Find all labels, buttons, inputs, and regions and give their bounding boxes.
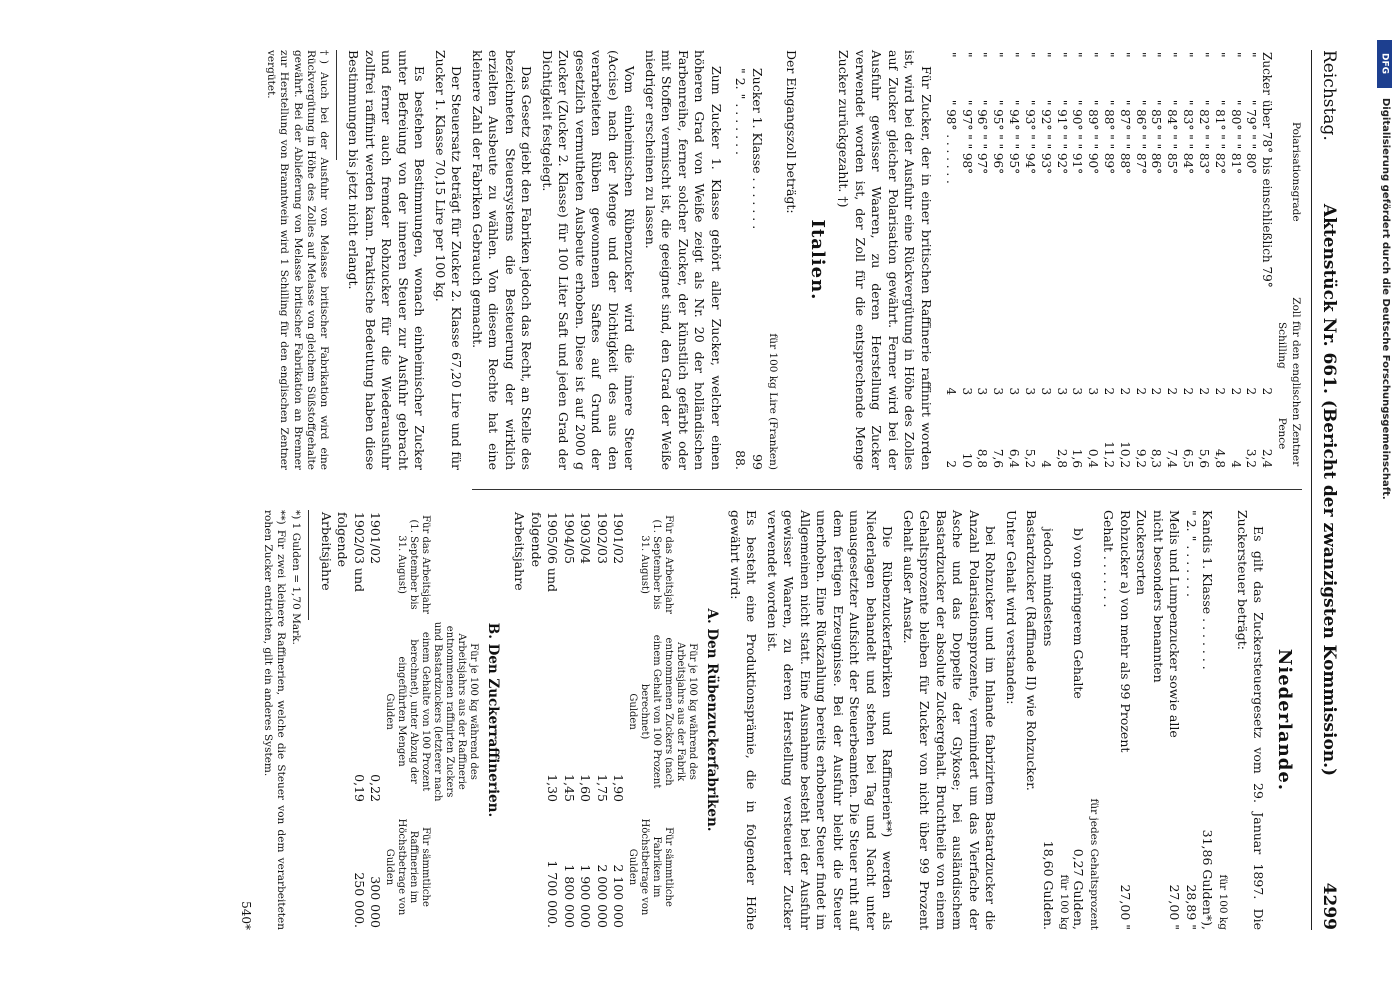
rate-kandis-2-value: 28,89 " [1183, 884, 1199, 930]
pol-row [1258, 50, 1274, 470]
rate-rohzucker-b-value: 0,27 Gulden, [1071, 848, 1087, 930]
table-a-rate: 1,60 [578, 774, 594, 802]
pol-row [1211, 50, 1227, 470]
table-a-total: 1 700 000. [545, 860, 561, 928]
page-header [1311, 50, 1344, 930]
pol-cell-range: " 86° " " 87° [1133, 99, 1148, 175]
pol-cell-schilling: 2 [1181, 387, 1196, 396]
pol-cell-range: " 92° " " 93° [1038, 99, 1053, 175]
footnote-dagger: †) Auch bei der Ausfuhr von Melasse britischer Fabrikation wird eine Rückvergütung in Höhe des Zolles auf Melasse von gleichem Süßstoffgehalte gewährt. Bei der Ablieferung von Melasse britischer Fabrikation an Brenner zur Herstellung von Branntwein wird 1 Schilling für den englischen Zentner vergütet. [265, 50, 330, 470]
pol-cell-pence: 0,4 [1086, 448, 1101, 468]
pol-cell-schilling: 3 [1054, 387, 1069, 396]
unit-lire: für 100 kg Lire (Franken) [766, 333, 779, 470]
pol-cell-range: " 91° " " 92° [1054, 99, 1069, 175]
pol-row [1227, 50, 1243, 470]
table-b-head-year: Für das Arbeitsjahr (1. September bis 31. August) [396, 515, 432, 615]
pol-cell-schilling: 3 [1022, 387, 1037, 396]
footnote-raffinerien: **) Für zwei kleinere Raffinerien, welche die Steuer von dem verarbeiteten rohen Zucker entrichten, gilt ein anderes System. [261, 510, 287, 930]
para-refinery: Für Zucker, der in einer britischen Raffinerie raffinirt worden ist, wird bei der Ausfuhr eine Rückvergütung in Höhe des Zolles auf Zucker gleicher Polarisation gewährt. Ferner wird bei der Ausfuhr gewisser Waaren, zu deren Herstellung Zucker verwendet worden ist, der Zoll für die entsprechende Menge Zucker zurückgezahlt. †) [836, 50, 934, 470]
pol-cell-label: " [1196, 52, 1211, 58]
pol-cell-range: " 80° " " 81° [1228, 99, 1243, 175]
pol-row [1084, 50, 1100, 470]
pol-row [1037, 50, 1053, 470]
table-a-year: 1903/04 [578, 512, 594, 564]
table-b-total: 300 000 [368, 876, 384, 928]
pol-cell-range: über 78° bis einschließlich 79° [1260, 99, 1275, 288]
pol-cell-range: " 96° " " 97° [975, 99, 990, 175]
pol-cell-range: " 79° " " 80° [1244, 99, 1259, 175]
pol-head-schilling: Schilling [1276, 321, 1289, 369]
pol-cell-pence: 4,8 [1212, 448, 1227, 468]
pol-cell-schilling: 2 [1212, 387, 1227, 396]
pol-row [1179, 50, 1195, 470]
table-a-head-year: Für das Arbeitsjahr (1. September bis 31. August) [639, 515, 675, 615]
pol-cell-label: " [1102, 52, 1116, 58]
rate-class-2-value: 88. [733, 450, 749, 470]
pol-cell-schilling: 2 [1244, 387, 1259, 396]
rate-class-1-value: 99 [749, 454, 765, 470]
pol-cell-range: " 94° " " 95° [1007, 99, 1022, 175]
digitization-note [1377, 40, 1393, 960]
rate-mindestens-value: 18,60 Gulden. [1040, 840, 1056, 930]
printer-signature: 540* [238, 901, 253, 930]
table-a-row [593, 510, 610, 930]
pol-cell-pence: 7,6 [991, 448, 1006, 468]
table-a-row [577, 510, 594, 930]
pol-cell-pence: 8,8 [975, 448, 990, 468]
gehalt-intro: Unter Gehalt wird verstanden: [1003, 510, 1019, 705]
rate-class-1-label: Zucker 1. Klasse . . . . . . . [749, 68, 765, 230]
dfg-logo: DFG [1377, 40, 1392, 88]
pol-cell-range: " 82° " " 83° [1196, 99, 1211, 175]
pol-cell-range: " 95° " " 96° [991, 99, 1006, 175]
rate-kandis-1-value: 31,86 Gulden*), [1200, 829, 1216, 930]
rate-rohzucker-b [1070, 510, 1087, 930]
pol-cell-pence: 4 [1038, 460, 1053, 468]
pol-cell-pence: 11,2 [1102, 441, 1116, 468]
pol-cell-pence: 2 [943, 460, 958, 468]
pol-cell-schilling: 3 [1086, 387, 1101, 396]
pol-cell-range: " 97° " " 98° [959, 99, 974, 175]
digitization-text: Digitalisierung gefördert durch die Deutsche Forschungsgemeinschaft. [1380, 98, 1391, 500]
pol-cell-label: " [1228, 52, 1243, 58]
rate-mindestens-label: jedoch mindestens [1040, 528, 1056, 647]
rate-kandis-1 [1199, 510, 1216, 930]
footnote-rule [336, 50, 337, 160]
praemie-intro: Es besteht eine Produktionsprämie, die in folgender Höhe gewährt wird: [727, 510, 760, 930]
table-b-year: 1901/02 [368, 512, 384, 564]
table-a-rate: 1,90 [611, 774, 627, 802]
rate-rohzucker-a [1100, 510, 1133, 930]
pol-row [942, 50, 958, 470]
pol-head-zoll: Zoll für den englischen Zentner [1290, 297, 1302, 467]
rate-melis [1133, 510, 1183, 930]
pol-cell-schilling: 2 [1117, 387, 1132, 396]
table-a-year: 1904/05 [561, 512, 577, 564]
pol-cell-pence: 5,2 [1022, 448, 1037, 468]
pol-cell-schilling: 2 [1133, 387, 1148, 396]
table-a-total: 2 100 000 [611, 864, 627, 928]
pol-cell-schilling: 4 [943, 387, 958, 396]
section-title-niederlande: Niederlande. [1274, 648, 1295, 792]
pol-cell-label: " [1007, 52, 1022, 58]
pol-cell-schilling: 2 [1196, 387, 1211, 396]
pol-cell-pence: 7,4 [1165, 448, 1180, 468]
pol-cell-range: " 93° " " 94° [1022, 99, 1037, 175]
pol-row [1021, 50, 1037, 470]
pol-row [958, 50, 974, 470]
section-title-italien: Italien. [806, 219, 828, 301]
pol-cell-label: Zucker [1260, 52, 1275, 95]
niederlande-intro: Es gilt das Zuckersteuergesetz vom 29. Januar 1897. Die Zuckersteuer beträgt: [1234, 510, 1267, 930]
pol-cell-range: " 84° " " 85° [1165, 99, 1180, 175]
pol-cell-pence: 10 [959, 452, 974, 468]
pol-cell-range: " 90° " " 91° [1070, 99, 1085, 175]
table-b-unit-rate: Gulden [384, 693, 396, 730]
pol-cell-label: " [1244, 52, 1259, 58]
pol-cell-schilling: 3 [991, 387, 1006, 396]
pol-cell-schilling: 2 [1260, 387, 1275, 396]
pol-row [989, 50, 1005, 470]
pol-cell-label: " [1149, 52, 1164, 58]
table-b-head-total: Für sämmtliche Raffinerien im Höchstbetrage von [396, 818, 432, 916]
eingangszoll-intro: Der Eingangszoll beträgt: [784, 50, 800, 214]
table-a-unit-rate: Gulden [627, 693, 639, 730]
pol-cell-pence: 2,8 [1054, 448, 1069, 468]
pol-cell-label: " [959, 52, 974, 58]
table-b-head-rate: Für je 100 kg während des Arbeitsjahrs aus der Raffinerie entnommenen raffinirten Zuckers und Bastardzuckers (letzterer nach einem Gehalte von 100 Prozent berechnet), unter Abzug der eingeführten Mengen [396, 621, 480, 802]
pol-cell-label: " [1165, 52, 1180, 58]
rate-rohzucker-b-label: b) von geringerem Gehalte [1071, 528, 1087, 699]
pol-cell-pence: 4 [1228, 460, 1243, 468]
rate-kandis-2-label: " 2. " . . . . . . . [1183, 510, 1199, 597]
table-b-rate: 0,19 [351, 774, 367, 802]
pol-cell-label: " [1133, 52, 1148, 58]
pol-cell-pence: 5,6 [1196, 448, 1211, 468]
pol-row [1100, 50, 1116, 470]
table-a-unit-total: Gulden [627, 848, 639, 886]
pol-cell-schilling: 2 [1102, 387, 1116, 396]
rate-kandis-2 [1182, 510, 1199, 930]
pol-cell-range: " 88° " " 89° [1102, 99, 1116, 175]
pol-cell-range: " 98° . . . . . . . [943, 99, 958, 184]
table-b-row [317, 510, 367, 930]
pol-cell-pence: 2,4 [1260, 448, 1275, 468]
unit-100kg: für 100 kg [1217, 874, 1230, 930]
rate-rohzucker-a-label: Rohzucker a) von mehr als 99 Prozent Gehalt . . . . . . . [1101, 510, 1133, 753]
right-column [112, 510, 1302, 930]
table-a-total: 1 800 000 [561, 864, 577, 928]
para-italien-4: Der Steuersatz beträgt für Zucker 2. Klasse 67,20 Lire und für Zucker 1. Klasse 70,15 Lire per 100 kg. [432, 50, 465, 470]
para-italien-2: Vom einheimischen Rübenzucker wird die innere Steuer (Accise) nach der Menge und der Dichtigkeit des aus den verarbeiteten Rüben gewonnenen Saftes auf Grund der gesetzlich vermutheten Ausbeute erhoben. Diese ist auf 2000 g Zucker (Zucker 2. Klasse) für 100 Liter Saft und jeden Grad der Dichtigkeit festgelegt. [539, 50, 638, 470]
section-a-title: A. Den Rübenzuckerfabriken. [704, 608, 721, 832]
pol-row [1163, 50, 1179, 470]
pol-cell-label: " [1181, 52, 1196, 58]
rate-rohzucker-a-value: 27,00 " [1117, 884, 1133, 930]
pol-cell-pence: 10,2 [1117, 441, 1132, 468]
table-a-row [560, 510, 577, 930]
unit-100kg-2: für 100 kg [1057, 874, 1070, 930]
pol-row [1148, 50, 1164, 470]
rate-kandis-1-label: Kandis 1. Klasse . . . . . . . [1200, 510, 1216, 670]
pol-row [1116, 50, 1132, 470]
document-page [48, 50, 1348, 930]
pol-cell-label: " [1070, 52, 1085, 58]
rate-class-2-label: " 2. " . . . . . . . [733, 68, 749, 155]
bastard-line: Bastardzucker (Raffinade II) wie Rohzucker. [1024, 510, 1040, 791]
pol-cell-range: " 83° " " 84° [1181, 99, 1196, 175]
pol-cell-range: " 81° " " 82° [1212, 99, 1227, 175]
gehalt-text: bei Rohzucker und im Inlande fabrizirtem Bastardzucker die Anzahl Polarisationsprozente, vermindert um das Vierfache der Asche und das Doppelte der Glykose; bei ausländischem Bastardzucker der absolute Zuckergehalt. Bruchtheile von einem Gehaltsprozente bleiben für Zucker von nicht über 99 Prozent Gehalt außer Ansatz. [900, 510, 999, 930]
pol-cell-label: " [1054, 52, 1069, 58]
left-column [112, 50, 1302, 470]
pol-cell-range: " 89° " " 90° [1086, 99, 1101, 175]
para-italien-5: Es bestehen Bestimmungen, wonach einheimischer Zucker unter Befreiung von der inneren Steuer zur Ausfuhr gebracht und ferner auch fremder Rohzucker für die Wiederausfuhr zollfrei raffinirt werden kann. Praktische Bedeutung haben diese Bestimmungen bis jetzt nicht erlangt. [346, 50, 428, 470]
rate-class-2 [732, 50, 749, 470]
pol-cell-label: " [1038, 52, 1053, 58]
table-a-total: 1 900 000 [578, 864, 594, 928]
table-b-year: 1902/03 und folgende Arbeitsjahre [318, 512, 367, 593]
pol-cell-pence: 9,2 [1133, 448, 1148, 468]
table-a-rate: 1,30 [545, 774, 561, 802]
pol-cell-label: " [1022, 52, 1037, 58]
pol-cell-label: " [943, 52, 958, 58]
table-a-row [610, 510, 627, 930]
pol-cell-label: " [975, 52, 990, 58]
pol-cell-pence: 6,4 [1007, 448, 1022, 468]
rate-mindestens [1039, 510, 1056, 930]
table-a-head-rate: Für je 100 kg während des Arbeitsjahrs aus der Fabrik entnommenen Zuckers (nach einem Gehalt von 100 Prozent berechnet) [639, 634, 699, 789]
pol-cell-pence: 6,5 [1181, 448, 1196, 468]
section-b-title: B. Den Zuckerraffinerien. [484, 622, 501, 818]
pol-row [1243, 50, 1259, 470]
pol-head-pence: Pence [1276, 417, 1289, 450]
pol-row [1132, 50, 1148, 470]
pol-cell-schilling: 2 [1149, 387, 1164, 396]
rate-melis-label: Melis und Lumpenzucker sowie alle nicht besonders benannten Zuckersorten [1134, 510, 1183, 738]
table-b-rate: 0,22 [368, 774, 384, 802]
para-italien-1: Zum Zucker 1. Klasse gehört aller Zucker, welcher einen höheren Grad von Weiße zeigt als Nr. 20 der holländischen Farbenreihe, ferner solcher Zucker, der künstlich gefärbt oder mit Stoffen vermischt ist, die geeignet sind, den Grad der Weiße niedriger erscheinen zu lassen. [642, 50, 724, 470]
rate-class-1 [748, 50, 765, 470]
pol-cell-label: " [1086, 52, 1101, 58]
footnote-gulden: *) 1 Gulden = 1,70 Mark. [290, 510, 303, 645]
pol-cell-pence: 1,6 [1070, 448, 1085, 468]
pol-cell-label: " [1212, 52, 1227, 58]
pol-cell-schilling: 3 [1070, 387, 1085, 396]
pol-cell-pence: 3,2 [1244, 448, 1259, 468]
page-number: 4299 [1319, 882, 1339, 930]
table-a-year: 1905/06 und folgende Arbeitsjahre [512, 512, 561, 593]
pol-head-grade: Polarisationsgrade [1290, 121, 1302, 222]
pol-cell-range: " 85° " " 86° [1149, 99, 1164, 175]
table-a-total: 2 000 000 [594, 864, 610, 928]
column-divider [472, 489, 1302, 490]
rate-melis-value: 27,00 " [1167, 884, 1183, 930]
table-b-total: 250 000. [351, 872, 367, 928]
pol-row [974, 50, 990, 470]
polarization-table [942, 50, 1302, 470]
footnote-rule-right [308, 510, 309, 620]
pol-cell-schilling: 2 [1165, 387, 1180, 396]
pol-row [1005, 50, 1021, 470]
pol-cell-range: " 87° " " 88° [1117, 99, 1132, 175]
pol-cell-schilling: 3 [1007, 387, 1022, 396]
pol-cell-label: " [991, 52, 1006, 58]
table-a-year: 1902/03 [594, 512, 610, 564]
para-fabriken: Die Rübenzuckerfabriken und Raffinerien**) werden als Niederlagen behandelt und stehen bei Tag und Nacht unter unausgesetzter Aufsicht der Steuerbeamten. Die Steuer ruht auf dem fertigen Erzeugnisse. Bei der Ausfuhr bleibt die Steuer unerhoben. Eine Rückzahlung bereits erhobener Steuer findet im Allgemeinen nicht statt. Eine Ausnahme besteht bei der Ausfuhr gewisser Waaren, zu deren Herstellung versteuerter Zucker verwendet worden ist. [764, 510, 896, 930]
pol-cell-label: " [1117, 52, 1132, 58]
table-b-unit-total: Gulden [384, 848, 396, 886]
pol-row [1069, 50, 1085, 470]
unit-percent: für jedes Gehaltsprozent [1087, 798, 1100, 930]
pol-row [1195, 50, 1211, 470]
table-a-rate: 1,75 [594, 774, 610, 802]
table-b-row [367, 510, 384, 930]
pol-row [1053, 50, 1069, 470]
table-a-row [511, 510, 561, 930]
para-italien-3: Das Gesetz giebt den Fabriken jedoch das Recht, an Stelle des bezeichneten Steuersystems die Besteuerung der wirklich erzielten Ausbeute zu wählen. Von diesem Rechte hat eine kleinere Zahl der Fabriken Gebrauch gemacht. [469, 50, 535, 470]
header-title: Aktenstück Nr. 661. (Bericht der zwanzigsten Kommission.) [1319, 203, 1339, 777]
pol-cell-schilling: 2 [1228, 387, 1243, 396]
table-a-head-total: Für sämmtliche Fabriken im Höchstbetrage von [639, 818, 675, 916]
pol-cell-pence: 8,3 [1149, 448, 1164, 468]
pol-cell-schilling: 3 [1038, 387, 1053, 396]
pol-cell-schilling: 3 [959, 387, 974, 396]
table-a [511, 510, 699, 930]
header-left: Reichstag. [1319, 50, 1339, 141]
pol-cell-schilling: 3 [975, 387, 990, 396]
table-a-year: 1901/02 [611, 512, 627, 564]
table-b [317, 510, 479, 930]
table-a-rate: 1,45 [561, 774, 577, 802]
